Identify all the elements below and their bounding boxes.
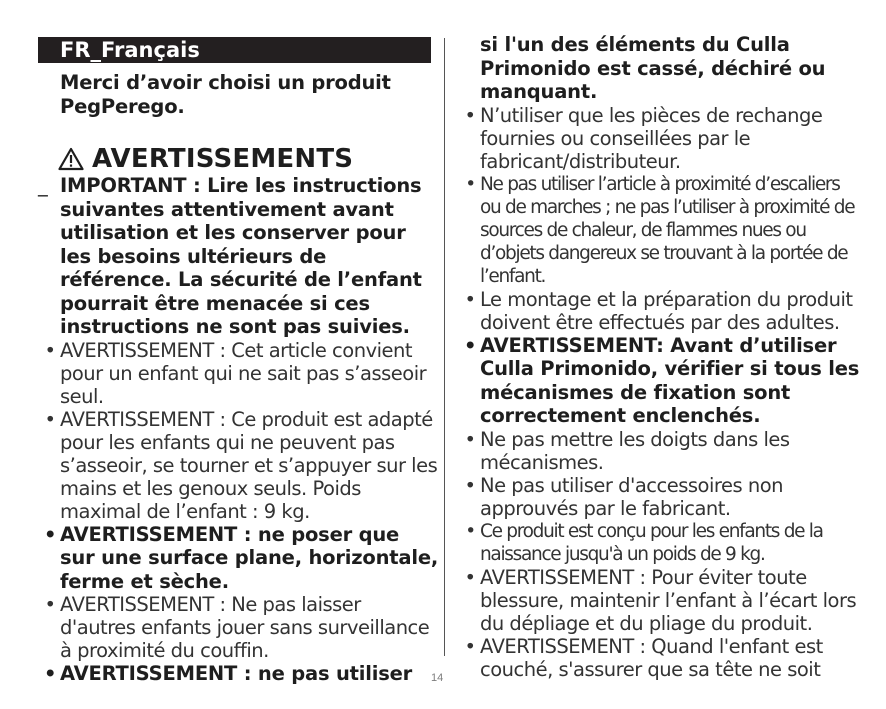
continued-text: si l'un des éléments du Culla Primonido est cassé, déchiré ou manquant. [480, 33, 826, 103]
list-item [464, 565, 860, 635]
bullet: • [44, 522, 57, 546]
list-item [44, 407, 440, 523]
list-item-text: Ne pas utiliser d'accessoires non approuvés par le fabricant. [480, 473, 783, 520]
left-column [38, 66, 440, 686]
list-item-text: AVERTISSEMENT : ne poser que sur une surface plane, horizontale, ferme et sèche. [60, 522, 439, 593]
column-divider [444, 38, 445, 656]
bullet: • [44, 593, 56, 616]
list-item-text: AVERTISSEMENT : Cet article convient pour un enfant qui ne sait pas s’asseoir seul. [60, 338, 427, 408]
list-item [465, 520, 860, 566]
list-item-text: AVERTISSEMENT: Avant d’utiliser Culla Primonido, vérifier si tous les mécanismes de fixation sont correctement enclenchés. [480, 333, 860, 427]
bullet: • [44, 338, 56, 362]
right-column [464, 33, 860, 681]
bullet: • [464, 565, 476, 589]
list-item-text: Ne pas utiliser l’article à proximité d’escaliers ou de marches ; ne pas l’utiliser à proximité de sources de chaleur, de flammes nues ou d’objets dangereux se trouvant à la portée de l’enfant. [480, 173, 855, 287]
list-item-text: N’utiliser que les pièces de rechange fournies ou conseillées par le fabricant/distributeur. [480, 103, 823, 173]
list-item-text: AVERTISSEMENT : ne pas utiliser [60, 662, 413, 685]
list-item [44, 522, 440, 594]
bullet: • [464, 333, 477, 357]
bullet: • [464, 634, 476, 658]
language-header [38, 37, 431, 63]
thanks-message: Merci d’avoir choisi un produit PegPerego. [60, 71, 391, 118]
list-item-text: Le montage et la préparation du produit doivent être effectués par des adultes. [480, 287, 853, 334]
warning-triangle-icon [58, 147, 84, 171]
important-notice [38, 174, 440, 339]
bullet: • [464, 103, 476, 127]
list-item-text: AVERTISSEMENT : Pour éviter toute blessure, maintenir l’enfant à l’écart lors du dépliage et du pliage du produit. [480, 565, 857, 635]
list-item-text: Ce produit est conçu pour les enfants de la naissance jusqu'à un poids de 9 kg. [480, 520, 823, 565]
list-item-text: AVERTISSEMENT : Quand l'enfant est couché, s'assurer que sa tête ne soit [480, 634, 823, 681]
list-item [464, 473, 860, 520]
bullet: • [464, 287, 476, 311]
list-item [44, 593, 440, 662]
list-item-text: Ne pas mettre les doigts dans les mécanismes. [480, 427, 790, 474]
page-number: 14 [431, 672, 444, 684]
list-item [464, 287, 860, 334]
warnings-title: AVERTISSEMENTS [92, 144, 354, 174]
list-item-text: AVERTISSEMENT : Ne pas laisser d'autres enfants jouer sans surveillance à proximité du couffin. [60, 593, 430, 662]
language-header-title: FR_Français [60, 38, 200, 62]
list-item [464, 103, 860, 173]
warnings-heading [58, 144, 440, 174]
dash-mark: _ [38, 174, 48, 197]
list-item [44, 338, 440, 408]
bullet: • [464, 473, 476, 497]
bullet: • [465, 173, 475, 195]
bullet: • [464, 427, 476, 451]
list-item [464, 333, 860, 428]
list-item-text: AVERTISSEMENT : Ce produit est adapté pour les enfants qui ne peuvent pas s’asseoir, se tourner et s’appuyer sur les mains et les genoux seuls. Poids maximal de l’enfant : 9 kg. [60, 407, 438, 523]
list-item [465, 173, 860, 288]
list-item [464, 427, 860, 474]
bullet: • [44, 662, 57, 685]
bullet: • [465, 520, 475, 542]
list-item [464, 634, 860, 681]
bullet: • [44, 407, 56, 431]
important-text: IMPORTANT : Lire les instructions suivantes attentivement avant utilisation et les conserver pour les besoins ultérieurs de référence. La sécurité de l’enfant pourrait être menacée si ces instructions ne sont pas suivies. [60, 174, 422, 338]
list-item [44, 662, 440, 686]
